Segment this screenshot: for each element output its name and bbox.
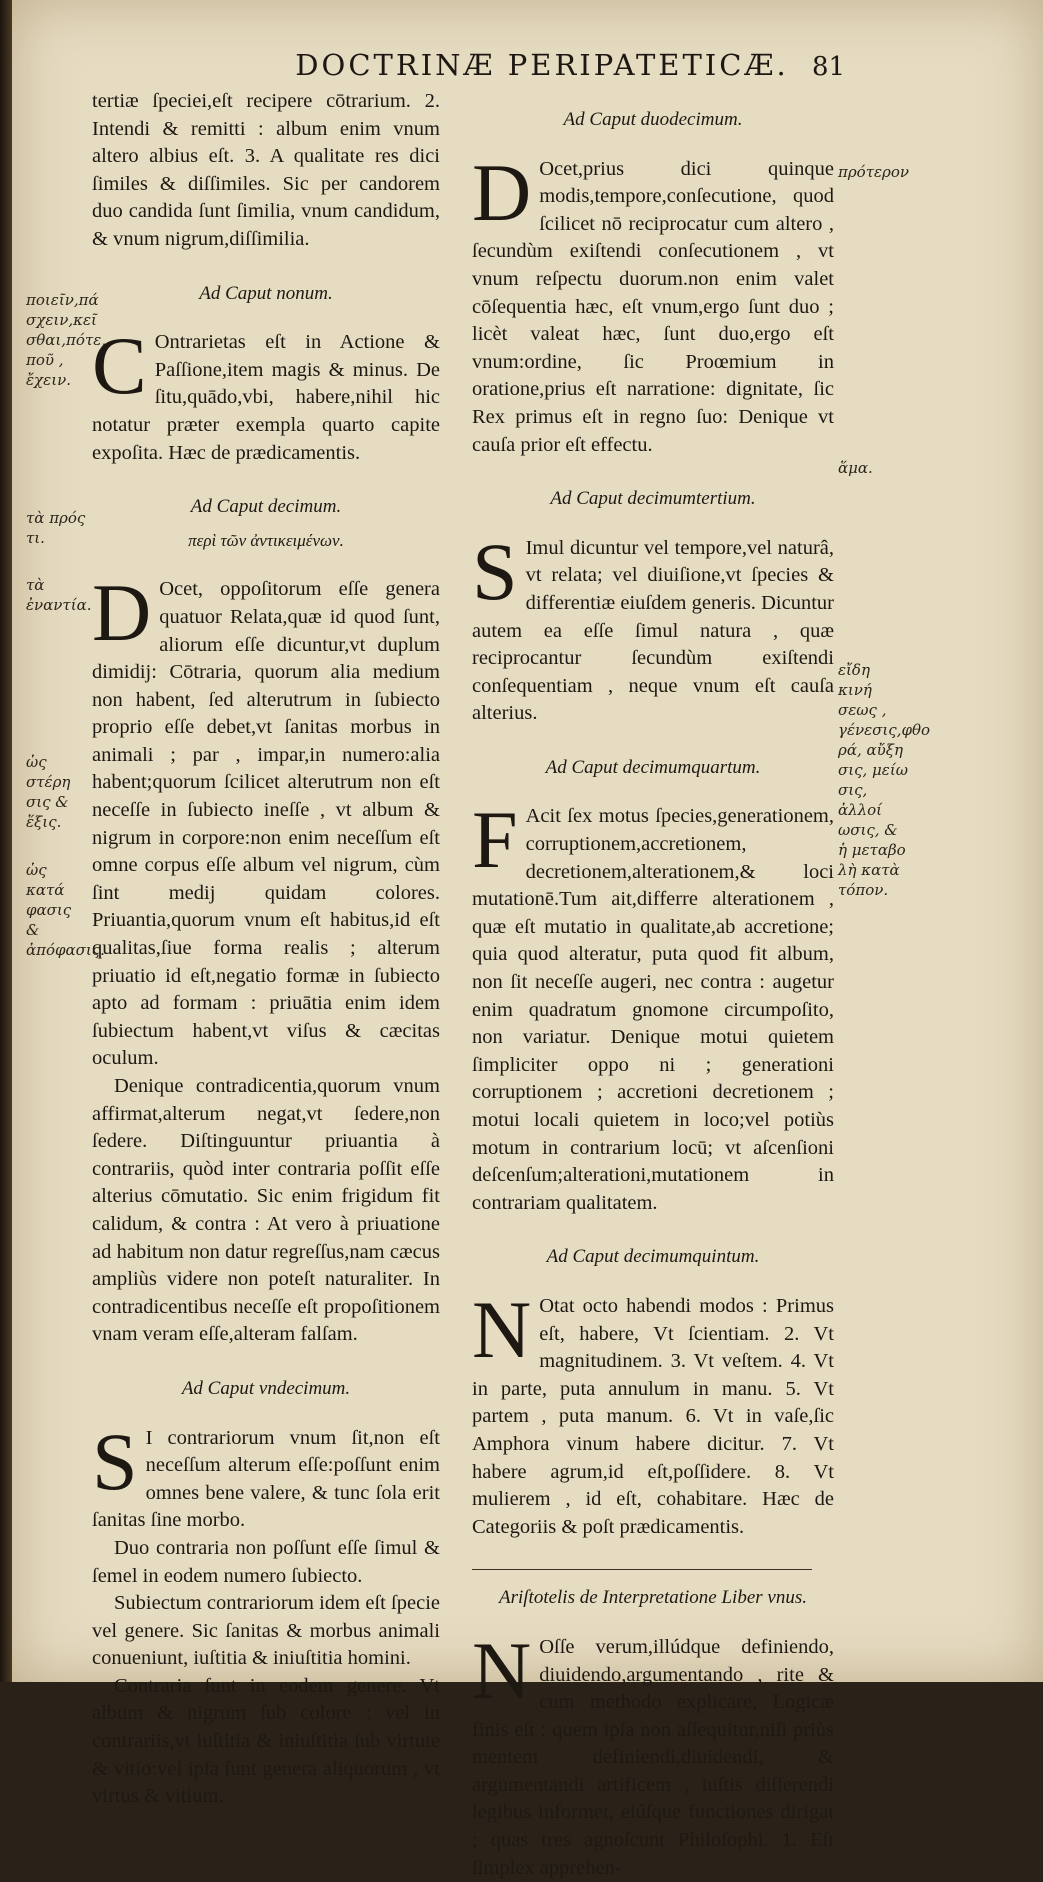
drop-cap: N bbox=[472, 1624, 532, 1716]
chapter-13-text: Imul dicuntur vel tempore,vel naturâ, vt relata; vel diuiſione,vt ſpecies & differentiæ eiuſdem generis. Dicuntur autem ea eſſe ſimul natura , quæ reciprocantur ſecundùm exiſtendi conſequentiam , neque vnum eſt cauſa alterius. bbox=[472, 536, 834, 725]
chapter-heading-10: Ad Caput decimum. bbox=[190, 496, 342, 518]
section-divider bbox=[472, 1569, 812, 1570]
chapter-heading-11: Ad Caput vndecimum. bbox=[181, 1377, 351, 1399]
drop-cap: D bbox=[472, 146, 532, 238]
margin-note-contradictio: ὡς κατά φασις & ἀπόφασις. bbox=[26, 861, 105, 959]
left-column bbox=[92, 88, 440, 1811]
chapter-12-text: Ocet,prius dici quinque modis,tempore,conſecutione, quod ſcilicet nō reciprocatur cum altero , ſecundùm exiſtendi conſecutionem , vt vnum reſpectu duorum.non enim valet cōſequentia hæc, eſt vnum,ergo ſunt duo ; licèt valeat hæc, ſunt duo,ergo eſt vnum:ordine, ſic Proœmium in oratione,prius eſt narratione: dignitate, ſic Rex primus eſt in regno ſuo: Denique vt cauſa prior eſt effectu. bbox=[472, 157, 834, 456]
running-title: DOCTRINÆ PERIPATETICÆ. bbox=[295, 48, 789, 82]
interpretatione-text: Oſſe verum,illúdque definiendo, diuidendo,argumentando , rite & cum methodo explicare, Logicæ finis eſt : quem ipſa non aſſequitur,niſi priùs mentem definiendi,diuidendi, & argumentandi artificem , iuſtis diſſerendi legibus informet, eiúſque functiones dirigat ; quas tres agnoſcunt Philoſophi. 1. Eſt ſimplex apprehen- bbox=[472, 1635, 834, 1879]
chapter-10-greek-subtitle: περὶ τῶν ἀντικειμένων. bbox=[188, 530, 344, 550]
page-number: 81 bbox=[812, 52, 846, 82]
margin-note-categories: ποιεῖν,πά σχειν,κεῖ σθαι,πότε, ποῦ , ἔχειν. bbox=[26, 291, 107, 389]
margin-note-motus: εἴδη κινή σεως , γένεσις,φθο ρά, αὔξη σις, μείω σις, ἀλλοί ωσις, & ἡ μεταβο λὴ κατὰ τόπον. bbox=[838, 661, 931, 899]
drop-cap: S bbox=[472, 525, 518, 617]
chapter-11-paragraph-4: Contraria ſunt in eodem genere. Vt album & nigrum ſub colore : vel in contrariis,vt iuſtitia & iniuſtitia ſub virtute & vitio:vel ipſa ſunt genera aliquorum , vt virtus & vitium. bbox=[92, 1674, 440, 1808]
chapter-heading-9: Ad Caput nonum. bbox=[199, 282, 333, 304]
chapter-9-text: Ontrarietas eſt in Actione & Paſſione,item magis & minus. De ſitu,quādo,vbi, habere,nihil hic notatur præter exempla quarto capite expoſita. Hæc de prædicamentis. bbox=[92, 331, 440, 464]
drop-cap: F bbox=[472, 794, 518, 886]
chapter-heading-12: Ad Caput duodecimum. bbox=[563, 109, 743, 130]
chapter-10-paragraph-2: Denique contradicentia,quorum vnum affirmat,alterum negat,vt ſedere,non ſedere. Diſtinguuntur priuantia à contrariis, quòd inter contraria poſſit eſſe alterius cōmutatio. Sic enim frigidum fit calidum, & contra : At vero à priuatione ad habitum non datur regreſſus,nam cæcus ampliùs videre non poteſt naturaliter. In contradicentibus neceſſe eſt propoſitionem vnam veram eſſe,alteram falſam. bbox=[92, 1075, 440, 1346]
drop-cap: C bbox=[92, 320, 147, 412]
chapter-15-paragraph bbox=[472, 1283, 834, 1541]
chapter-15-text: Otat octo habendi modos : Primus eſt, habere, Vt ſcientiam. 2. Vt magnitudinem. 3. Vt veſtem. 4. Vt in parte, puta annulum in manu. 5. Vt partem , puta manum. 6. Vt in vaſe,ſic Amphora vinum habere dicitur. 7. Vt habere agrum,id eſt,poſſidere. 8. Vt mulierem , id eſt, cohabitare. Hæc de Categoriis & poſt prædicamentis. bbox=[472, 1294, 834, 1538]
chapter-9-paragraph bbox=[92, 320, 440, 467]
chapter-11-text: I contrariorum vnum ſit,non eſt neceſſum alterum eſſe:poſſunt enim omnes bene valere, & tunc ſola erit ſanitas ſine morbo. bbox=[92, 1426, 440, 1532]
drop-cap: N bbox=[472, 1283, 532, 1375]
book-binding bbox=[0, 0, 12, 1682]
drop-cap: D bbox=[92, 567, 152, 659]
chapter-10-paragraph bbox=[92, 567, 440, 1073]
chapter-11-paragraph bbox=[92, 1415, 440, 1535]
chapter-10-text: Ocet, oppoſitorum eſſe genera quatuor Relata,quæ id quod ſunt, aliorum eſſe dicuntur,vt duplum dimidij: Cōtraria, quorum alia medium non habent, ſed alterutrum in ſubiecto proprio eſſe debet,vt ſanitas morbus in animali ; par , impar,in numero:alia habent;quorum ſcilicet alterutrum non eſt neceſſe in ſubiecto ineſſe , vt album & nigrum in corpore:non enim neceſſum eſt omne corpus eſſe album vel nigrum, cùm ſint medij quidam colores. Priuantia,quorum vnum eſt habitus,id eſt qualitas,ſiue forma realis ; alterum priuatio id eſt,negatio formæ in ſubiecto apto ad formam : priuātia enim idem ſubiectum habent,vt viſus & cæcitas oculum. bbox=[92, 578, 440, 1070]
margin-note-relata: τὰ πρός τι. bbox=[26, 509, 86, 547]
chapter-12-paragraph bbox=[472, 146, 834, 460]
margin-note-contraria: τὰ ἐναντία. bbox=[26, 576, 92, 614]
interpretatione-paragraph bbox=[472, 1624, 834, 1882]
book-heading-interpretatione: Ariſtotelis de Interpretatione Liber vnus. bbox=[498, 1587, 807, 1609]
drop-cap: S bbox=[92, 1415, 138, 1507]
margin-note-privatio: ὡς στέρη σις & ἕξις. bbox=[26, 753, 71, 831]
chapter-heading-14: Ad Caput decimumquartum. bbox=[545, 756, 761, 778]
chapter-14-text: Acit ſex motus ſpecies,generationem, corruptionem,accretionem, decretionem,alterationem,& loci mutationē.Tum ait,differre alterationem , quæ eſt mutatio in qualitate,ab accretione; quia quod alteratur, puta quod fit album, non ſit neceſſe augeri, nec contra : augetur enim quadratum gnomone circumpoſito, non variatur. Denique motui quietem ſimpliciter oppo ni ; generationi corruptionem ; accretioni decretionem ; motui locali quietem in loco;vel potiùs motum in contrarium locū; vt aſcenſioni deſcenſum;alterationi,mutationem in contrariam qualitatem. bbox=[472, 805, 834, 1214]
chapter-14-paragraph bbox=[472, 794, 834, 1217]
intro-paragraph: tertiæ ſpeciei,eſt recipere cōtrarium. 2. Intendi & remitti : album enim vnum altero albius eſt. 3. A qualitate res dici ſimiles & diſſimiles. Sic per candorem duo candida ſunt ſimilia, vnum candidum, & vnum nigrum,diſſimilia. bbox=[92, 90, 440, 250]
margin-note-prius: πρότερον bbox=[838, 163, 910, 181]
right-column bbox=[472, 100, 834, 1882]
chapter-heading-15: Ad Caput decimumquintum. bbox=[546, 1246, 760, 1268]
chapter-11-paragraph-2: Duo contraria non poſſunt eſſe ſimul & ſemel in eodem numero ſubiecto. bbox=[92, 1536, 440, 1587]
margin-note-simul: ἅμα. bbox=[838, 459, 873, 477]
book-page bbox=[12, 0, 1043, 1879]
chapter-13-paragraph bbox=[472, 525, 834, 728]
chapter-11-paragraph-3: Subiectum contrariorum idem eſt ſpecie vel genere. Sic ſanitas & morbus animali conueniunt, iuſtitia & iniuſtitia homini. bbox=[92, 1592, 440, 1670]
chapter-heading-13: Ad Caput decimumtertium. bbox=[550, 488, 756, 510]
